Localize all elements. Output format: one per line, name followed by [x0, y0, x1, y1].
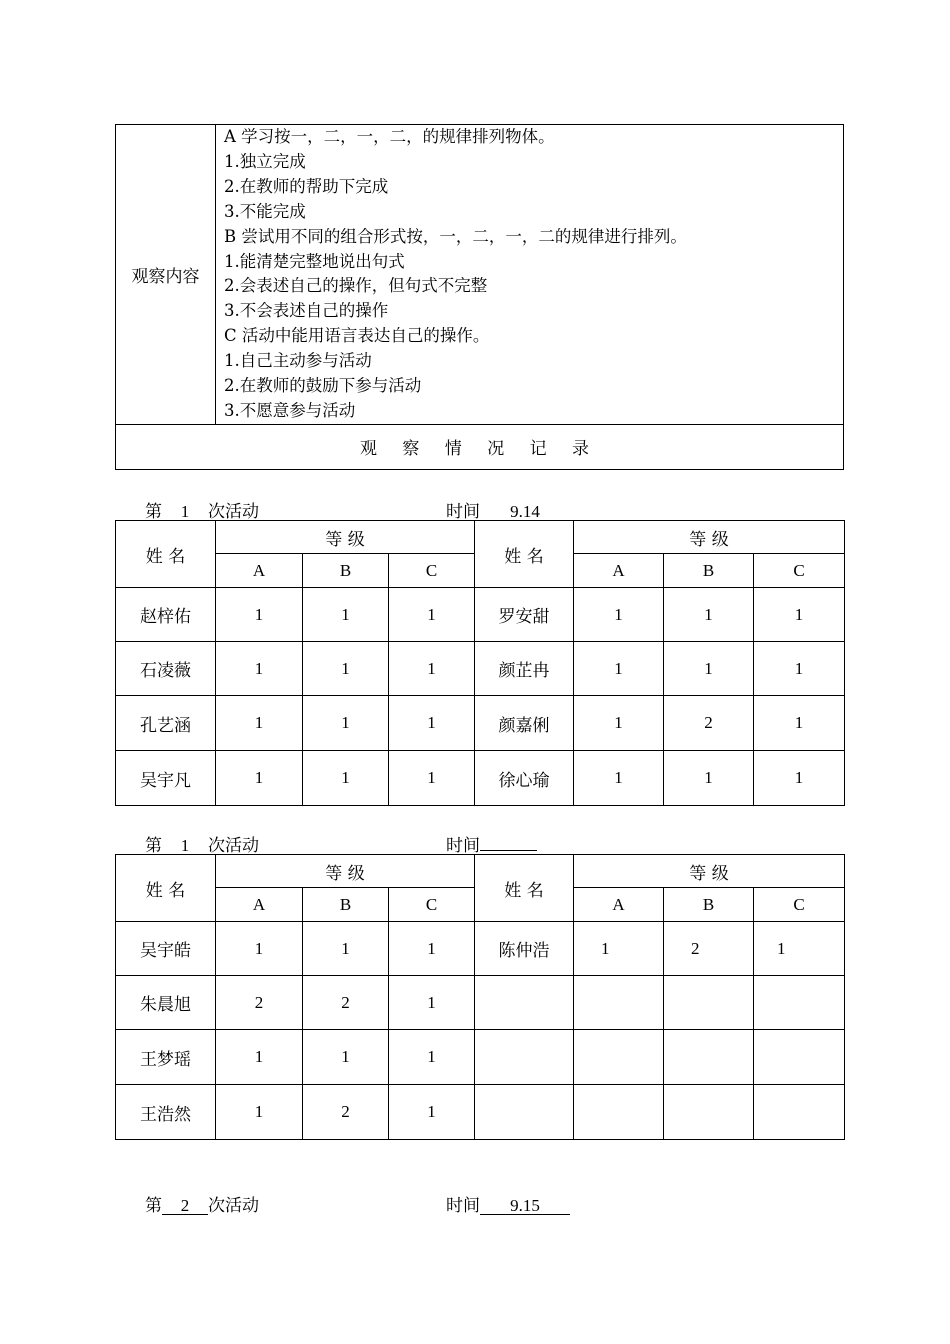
col-a-header: A	[574, 554, 664, 588]
grade-a: 1	[216, 1030, 303, 1085]
col-b-header: B	[303, 888, 389, 922]
grade-b: 1	[303, 588, 389, 642]
grade-c: 1	[754, 696, 845, 751]
student-name: 吴宇凡	[116, 751, 216, 806]
col-c-header: C	[389, 888, 475, 922]
grade-c: 1	[389, 588, 475, 642]
observation-line: 1.独立完成	[224, 151, 306, 171]
observation-line: 2.在教师的帮助下完成	[224, 176, 389, 196]
student-name: 石凌薇	[116, 642, 216, 696]
grade-a	[574, 1085, 664, 1140]
student-name	[475, 976, 574, 1030]
name-header: 姓 名	[475, 855, 574, 922]
grade-c: 1	[754, 642, 845, 696]
grade-a: 1	[216, 922, 303, 976]
grade-header: 等 级	[216, 521, 475, 554]
name-header: 姓 名	[116, 521, 216, 588]
grade-c: 1	[389, 1030, 475, 1085]
observation-label: 观察内容	[116, 125, 216, 425]
col-c-header: C	[389, 554, 475, 588]
activity-heading	[145, 1191, 259, 1216]
observation-line: C 活动中能用语言表达自己的操作。	[224, 326, 490, 346]
grade-c: 1	[754, 922, 845, 976]
grade-a	[574, 976, 664, 1030]
observation-line: 1.能清楚完整地说出句式	[224, 251, 405, 271]
table-row	[116, 588, 845, 642]
col-a-header: A	[216, 888, 303, 922]
grade-b	[664, 976, 754, 1030]
observation-table	[115, 124, 844, 470]
name-header: 姓 名	[475, 521, 574, 588]
grade-c: 1	[754, 751, 845, 806]
activity-time	[446, 1191, 570, 1216]
student-name	[475, 1030, 574, 1085]
grade-a: 1	[216, 588, 303, 642]
col-c-header: C	[754, 554, 845, 588]
activity-prefix: 第	[145, 502, 162, 521]
grade-b	[664, 1030, 754, 1085]
activity-suffix: 次活动	[208, 502, 259, 521]
grade-c: 1	[389, 751, 475, 806]
col-b-header: B	[303, 554, 389, 588]
student-name: 吴宇皓	[116, 922, 216, 976]
grade-b: 1	[664, 642, 754, 696]
grade-b: 2	[303, 1085, 389, 1140]
activity-number: 1	[162, 503, 208, 521]
grade-c	[754, 976, 845, 1030]
grade-header: 等 级	[574, 521, 845, 554]
student-name: 罗安甜	[475, 588, 574, 642]
student-name	[475, 1085, 574, 1140]
grade-a: 1	[574, 588, 664, 642]
grade-b: 1	[664, 588, 754, 642]
activity-time	[446, 497, 570, 522]
grade-c: 1	[389, 642, 475, 696]
activity-suffix: 次活动	[208, 1196, 259, 1215]
grade-table	[115, 520, 845, 806]
student-name: 赵梓佑	[116, 588, 216, 642]
time-label: 时间	[446, 836, 480, 855]
observation-line: B 尝试用不同的组合形式按，一，二，一，二的规律进行排列。	[224, 226, 687, 246]
grade-b: 1	[664, 751, 754, 806]
activity-time	[446, 831, 537, 856]
grade-a	[574, 1030, 664, 1085]
observation-content	[216, 125, 844, 425]
student-name: 孔艺涵	[116, 696, 216, 751]
activity-heading	[145, 497, 259, 522]
observation-line: 2.会表述自己的操作，但句式不完整	[224, 276, 488, 296]
grade-c: 1	[389, 1085, 475, 1140]
grade-a: 1	[216, 751, 303, 806]
col-a-header: A	[216, 554, 303, 588]
student-name: 朱晨旭	[116, 976, 216, 1030]
grade-a: 1	[216, 1085, 303, 1140]
activity-number: 1	[162, 837, 208, 855]
grade-b	[664, 1085, 754, 1140]
student-name: 王浩然	[116, 1085, 216, 1140]
grade-b: 1	[303, 922, 389, 976]
grade-c	[754, 1085, 845, 1140]
table-row	[116, 696, 845, 751]
student-name: 徐心瑜	[475, 751, 574, 806]
time-label: 时间	[446, 502, 480, 521]
grade-a: 1	[216, 642, 303, 696]
grade-b: 1	[303, 642, 389, 696]
grade-b: 2	[664, 696, 754, 751]
col-b-header: B	[664, 554, 754, 588]
col-c-header: C	[754, 888, 845, 922]
grade-c: 1	[389, 696, 475, 751]
time-value	[480, 833, 537, 851]
grade-a: 1	[574, 642, 664, 696]
time-label: 时间	[446, 1196, 480, 1215]
grade-b: 2	[303, 976, 389, 1030]
grade-a: 1	[574, 696, 664, 751]
activity-suffix: 次活动	[208, 836, 259, 855]
activity-prefix: 第	[145, 836, 162, 855]
time-value: 9.15	[480, 1197, 570, 1215]
grade-header: 等 级	[216, 855, 475, 888]
table-row	[116, 751, 845, 806]
table-row	[116, 642, 845, 696]
grade-b: 1	[303, 696, 389, 751]
grade-b: 1	[303, 751, 389, 806]
student-name: 颜嘉俐	[475, 696, 574, 751]
observation-line: 1.自己主动参与活动	[224, 351, 372, 371]
name-header: 姓 名	[116, 855, 216, 922]
activity-heading	[145, 831, 259, 856]
grade-a: 2	[216, 976, 303, 1030]
table-row	[116, 1085, 845, 1140]
grade-table	[115, 854, 845, 1140]
activity-prefix: 第	[145, 1196, 162, 1215]
student-name: 王梦瑶	[116, 1030, 216, 1085]
record-title: 观 察 情 况 记 录	[116, 424, 844, 469]
observation-line: 2.在教师的鼓励下参与活动	[224, 376, 422, 396]
grade-a: 1	[574, 922, 664, 976]
table-row	[116, 1030, 845, 1085]
table-row	[116, 922, 845, 976]
student-name: 陈仲浩	[475, 922, 574, 976]
observation-line: 3.不会表述自己的操作	[224, 301, 389, 321]
col-b-header: B	[664, 888, 754, 922]
observation-line: 3.不愿意参与活动	[224, 400, 356, 420]
time-value: 9.14	[480, 503, 570, 521]
observation-line: A 学习按一，二，一，二，的规律排列物体。	[224, 127, 555, 146]
grade-b: 1	[303, 1030, 389, 1085]
grade-a: 1	[216, 696, 303, 751]
col-a-header: A	[574, 888, 664, 922]
activity-number: 2	[162, 1197, 208, 1215]
grade-c: 1	[754, 588, 845, 642]
grade-c: 1	[389, 922, 475, 976]
table-row	[116, 976, 845, 1030]
grade-c: 1	[389, 976, 475, 1030]
observation-line: 3.不能完成	[224, 201, 306, 221]
grade-c	[754, 1030, 845, 1085]
student-name: 颜芷冉	[475, 642, 574, 696]
grade-b: 2	[664, 922, 754, 976]
grade-a: 1	[574, 751, 664, 806]
grade-header: 等 级	[574, 855, 845, 888]
